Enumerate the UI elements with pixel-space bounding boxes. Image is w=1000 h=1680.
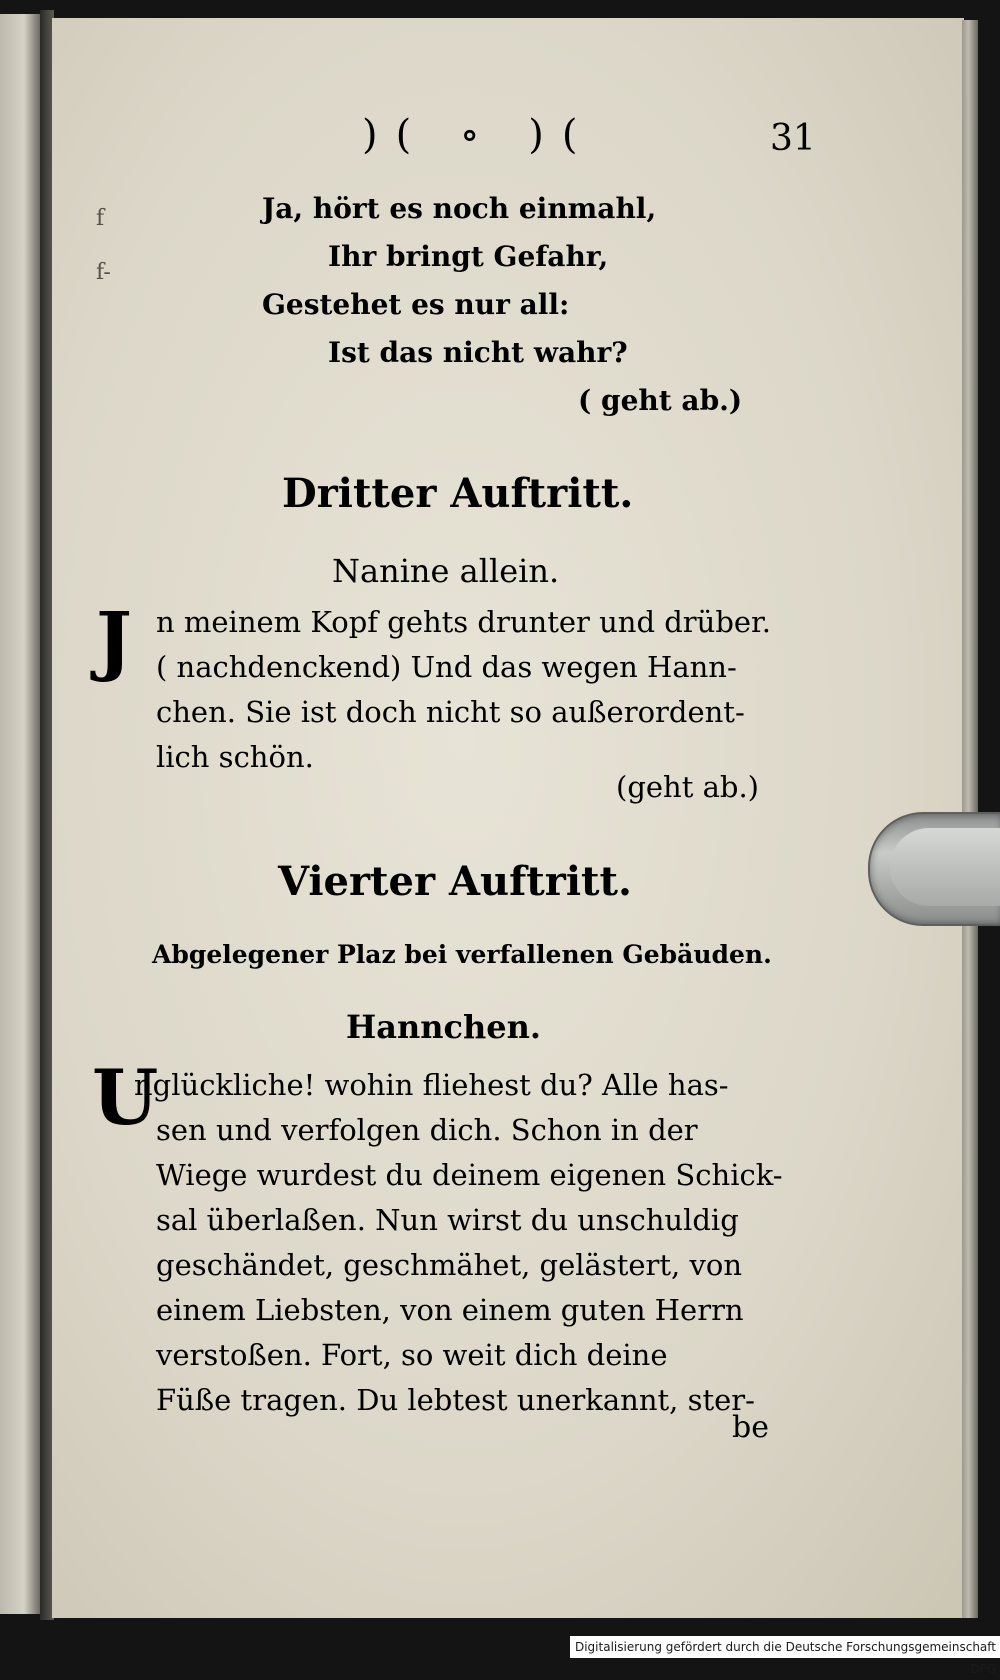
margin-mark: f (96, 206, 105, 231)
text-line: n meinem Kopf gehts drunter und drüber. (156, 605, 771, 639)
text-line: ( nachdenckend) Und das wegen Hann- (156, 650, 737, 684)
verse-line: Ja, hört es noch einmahl, (262, 192, 657, 225)
text-line: sal überlaßen. Nun wirst du unschuldig (156, 1203, 739, 1237)
scene-setting: Abgelegener Plaz bei verfallenen Gebäuden. (152, 940, 772, 969)
text-line: verstoßen. Fort, so weit dich deine (156, 1338, 668, 1372)
digitization-credit: Digitalisierung gefördert durch die Deutsche Forschungsgemeinschaft · DFG (570, 1636, 1000, 1658)
text-line: nglückliche! wohin fliehest du? Alle has- (134, 1068, 729, 1102)
drop-initial: J (96, 595, 132, 684)
stage-direction: (geht ab.) (616, 770, 759, 804)
speaker-name: Nanine allein. (332, 552, 560, 590)
catchword: be (732, 1410, 769, 1445)
page-number: 31 (770, 118, 816, 159)
verse-line: Gestehet es nur all: (262, 288, 570, 321)
margin-mark: f- (96, 260, 111, 285)
page-clip-inner (890, 828, 1000, 906)
speaker-name: Hannchen. (346, 1008, 542, 1046)
scene-heading: Vierter Auftritt. (278, 858, 632, 905)
text-line: Füße tragen. Du lebtest unerkannt, ster- (156, 1383, 755, 1417)
header-ornament: )( ∘ )( (362, 112, 596, 158)
text-line: sen und verfolgen dich. Schon in der (156, 1113, 698, 1147)
verse-line: Ihr bringt Gefahr, (328, 240, 609, 273)
drop-initial: U (92, 1053, 159, 1142)
text-line: Wiege wurdest du deinem eigenen Schick- (156, 1158, 783, 1192)
scene-heading: Dritter Auftritt. (282, 470, 634, 517)
text-line: chen. Sie ist doch nicht so außerordent- (156, 695, 745, 729)
verse-line: Ist das nicht wahr? (328, 336, 628, 369)
text-line: lich schön. (156, 740, 314, 774)
page-clip (868, 812, 1000, 926)
stage-direction: ( geht ab.) (578, 384, 743, 417)
text-line: geschändet, geschmähet, gelästert, von (156, 1248, 743, 1282)
left-page-edge (0, 14, 40, 1614)
text-line: einem Liebsten, von einem guten Herrn (156, 1293, 744, 1327)
